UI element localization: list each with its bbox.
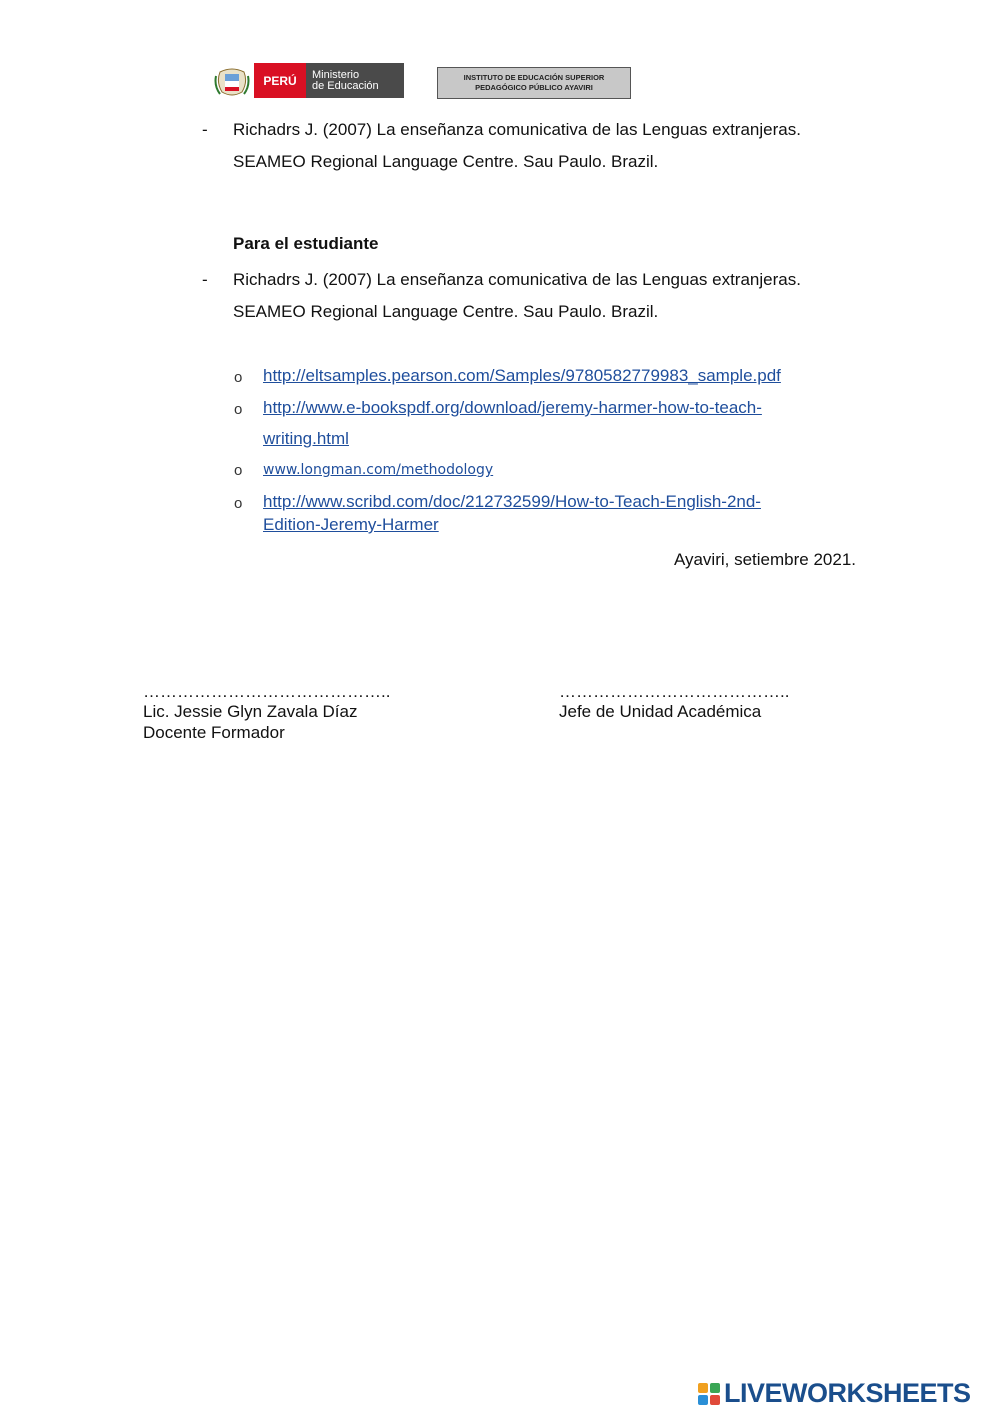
peru-coat-of-arms-icon bbox=[214, 66, 250, 98]
bullet-icon: o bbox=[234, 401, 243, 418]
signer-role: Docente Formador bbox=[143, 723, 285, 742]
right-signer-role: Jefe de Unidad Académica bbox=[559, 702, 762, 721]
signer-name: Lic. Jessie Glyn Zavala Díaz bbox=[143, 702, 358, 721]
link-scribd-line1[interactable]: http://www.scribd.com/doc/212732599/How-to-Teach-English-2nd- bbox=[263, 492, 761, 511]
link-longman[interactable]: www.longman.com/methodology bbox=[263, 462, 494, 478]
bullet-icon: o bbox=[234, 462, 243, 479]
reference-2-line1: Richadrs J. (2007) La enseñanza comunicativa de las Lenguas extranjeras. bbox=[233, 270, 801, 289]
brand-country: PERÚ bbox=[254, 63, 306, 98]
institute-banner bbox=[437, 67, 631, 99]
list-dash: - bbox=[202, 120, 208, 139]
link-ebookspdf-line1[interactable]: http://www.e-bookspdf.org/download/jeremy-harmer-how-to-teach- bbox=[263, 398, 762, 417]
reference-1-line1: Richadrs J. (2007) La enseñanza comunicativa de las Lenguas extranjeras. bbox=[233, 120, 801, 139]
ministry-logo bbox=[254, 63, 404, 98]
institute-line1: INSTITUTO DE EDUCACIÓN SUPERIOR bbox=[463, 73, 605, 82]
link-ebookspdf-line2[interactable]: writing.html bbox=[263, 429, 349, 448]
brand-line2: de Educación bbox=[312, 79, 379, 92]
signature-line-left: …………………………………….. bbox=[143, 682, 391, 701]
bullet-icon: o bbox=[234, 495, 243, 512]
list-dash: - bbox=[202, 270, 208, 289]
link-scribd-line2[interactable]: Edition-Jeremy-Harmer bbox=[263, 515, 439, 534]
liveworksheets-wordmark: LIVEWORKSHEETS bbox=[724, 1378, 971, 1408]
student-heading: Para el estudiante bbox=[233, 234, 379, 253]
bullet-icon: o bbox=[234, 369, 243, 386]
reference-2-line2: SEAMEO Regional Language Centre. Sau Paulo. Brazil. bbox=[233, 302, 659, 321]
brand-line1: Ministerio bbox=[312, 68, 360, 81]
signature-line-right: ………………………………….. bbox=[559, 682, 790, 701]
liveworksheets-icon bbox=[698, 1383, 720, 1405]
reference-1-line2: SEAMEO Regional Language Centre. Sau Paulo. Brazil. bbox=[233, 152, 659, 171]
institute-line2: PEDAGÓGICO PÚBLICO AYAVIRI bbox=[475, 83, 593, 92]
link-pearson-sample[interactable]: http://eltsamples.pearson.com/Samples/9780582779983_sample.pdf bbox=[263, 366, 781, 385]
place-date: Ayaviri, setiembre 2021. bbox=[673, 550, 856, 569]
liveworksheets-logo bbox=[698, 1378, 971, 1409]
